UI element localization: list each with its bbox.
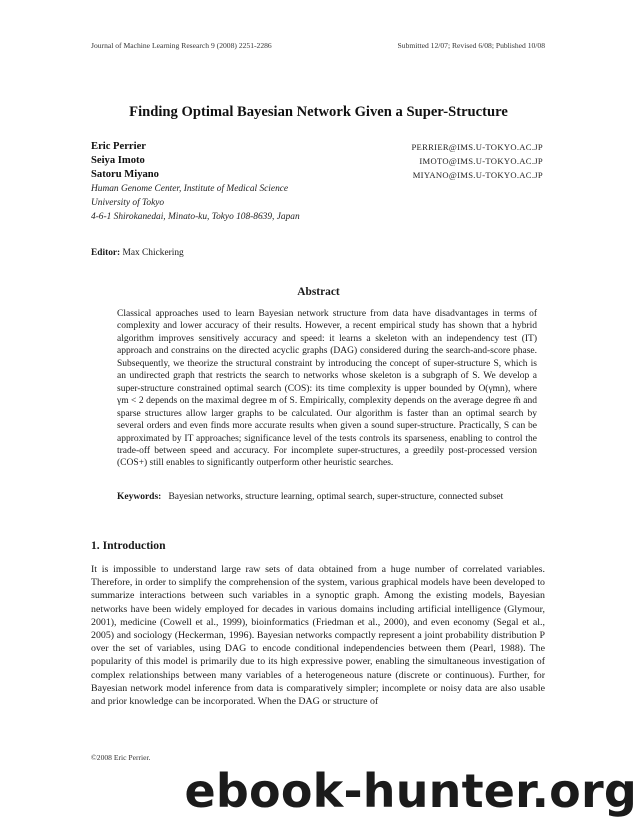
abstract-heading: Abstract	[297, 286, 340, 298]
keywords-text: Bayesian networks, structure learning, optimal search, super-structure, connected subset	[168, 492, 504, 502]
editor-name: Max Chickering	[122, 248, 184, 258]
watermark: ebook-hunter.org	[184, 764, 637, 818]
author-name: Seiya Imoto	[91, 155, 145, 166]
section-heading: 1. Introduction	[91, 539, 166, 552]
author-email: PERRIER@IMS.U-TOKYO.AC.JP	[411, 142, 543, 152]
author-name: Eric Perrier	[91, 141, 146, 152]
editor-line	[91, 248, 184, 258]
author-name: Satoru Miyano	[91, 169, 159, 180]
author-email: MIYANO@IMS.U-TOKYO.AC.JP	[412, 170, 543, 180]
author-email: IMOTO@IMS.U-TOKYO.AC.JP	[419, 156, 543, 166]
keywords-label: Keywords:	[117, 492, 162, 502]
copyright-footer: ©2008 Eric Perrier.	[91, 753, 151, 762]
keywords-line	[117, 491, 537, 503]
affiliation-line: Human Genome Center, Institute of Medical Science	[91, 184, 289, 194]
submission-dates: Submitted 12/07; Revised 6/08; Published 10/08	[397, 41, 545, 50]
journal-header: Journal of Machine Learning Research 9 (2008) 2251-2286	[91, 41, 272, 50]
section-body: It is impossible to understand large raw sets of data obtained from a huge number of correlated variables. Therefore, in order to simplify the comprehension of the system, various graphical models have been developed to summarize interactions between such variables in a synoptic graph. Among the existing models, Bayesian networks have been widely employed for decades in various domains including artificial intelligence (Glymour, 2001), medicine (Cowell et al., 1999), bioinformatics (Friedman et al., 2000), and even economy (Segal et al., 2005) and sociology (Heckerman, 1996). Bayesian networks compactly represent a joint probability distribution P over the set of variables, using DAG to encode conditional independencies between them (Pearl, 1988). The popularity of this model is primarily due to its high expressive power, enabling the simultaneous investigation of complex relationships between many variables of a heterogeneous nature (discrete or continuous). Further, for Bayesian network model inference from data is comparatively simpler; incomplete or noisy data are also usable and prior knowledge can be incorporated. When the DAG or structure of	[91, 564, 545, 708]
abstract-text: Classical approaches used to learn Bayesian network structure from data have disadvantages in terms of complexity and lower accuracy of their results. However, a recent empirical study has shown that a hybrid algorithm improves sensitively accuracy and speed: it learns a skeleton with an independency test (IT) approach and constrains on the directed acyclic graphs (DAG) considered during the search-and-score phase. Subsequently, we theorize the structural constraint by introducing the concept of super-structure S, which is an undirected graph that restricts the search to networks whose skeleton is a subgraph of S. We develop a super-structure constrained optimal search (COS): its time complexity is upper bounded by O(γmn), where γm < 2 depends on the maximal degree m of S. Empirically, complexity depends on the average degree m̃ and sparse structures allow larger graphs to be calculated. Our algorithm is faster than an optimal search by several orders and even finds more accurate results when given a sound super-structure. Practically, S can be approximated by IT approaches; significance level of the tests controls its sparseness, enabling to control the trade-off between speed and accuracy. For incomplete super-structures, a greedily post-processed version (COS+) still enables to significantly outperform other heuristic searches.	[117, 309, 537, 469]
affiliation-line: University of Tokyo	[91, 198, 165, 208]
affiliation-line: 4-6-1 Shirokanedai, Minato-ku, Tokyo 108-8639, Japan	[91, 212, 300, 222]
editor-label: Editor:	[91, 248, 121, 258]
paper-title: Finding Optimal Bayesian Network Given a Super-Structure	[129, 104, 508, 120]
